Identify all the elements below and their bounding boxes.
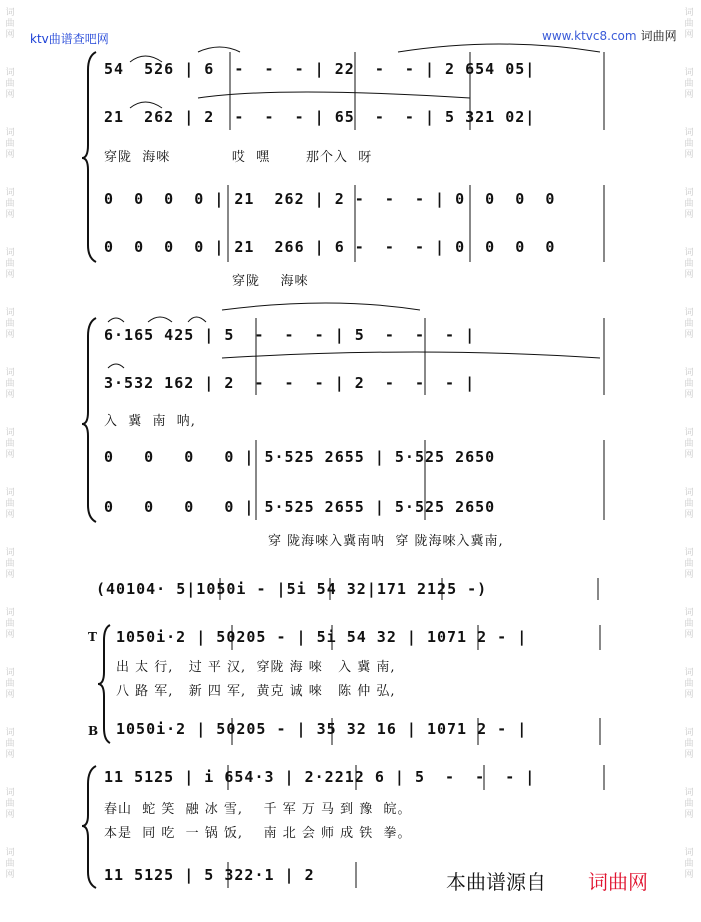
system4-lyric-b: 本是 同 吃 一 锅 饭, 南 北 会 师 成 铁 拳。: [104, 826, 412, 841]
header-right-tag: 词曲网: [640, 29, 677, 43]
side-watermark-mark: 词 曲 网: [684, 368, 694, 400]
side-watermark-mark: 词 曲 网: [684, 608, 694, 640]
system2-lyric2: 入 冀 南 呐,: [104, 414, 196, 429]
system3-lyric-a: 出 太 行, 过 平 汉, 穿陇 海 唻 入 冀 南,: [116, 660, 396, 675]
side-watermark-mark: 词 曲 网: [684, 488, 694, 520]
side-watermark-mark: 词 曲 网: [684, 668, 694, 700]
side-watermark-mark: 词 曲 网: [684, 548, 694, 580]
side-watermark-mark: 词 曲 网: [5, 548, 15, 580]
bass-label: B: [88, 724, 99, 738]
intro-line: (40104· 5|1050i - |5i 54 32|171 2125 -): [96, 580, 488, 598]
system3-bass: 1050i·2 | 50205 - | 35 32 16 | 1071 2 - |: [116, 720, 528, 738]
system2-staff3: 0 0 0 0 | 5·525 2655 | 5·525 2650: [104, 448, 496, 466]
side-watermark-mark: 词 曲 网: [5, 728, 15, 760]
system1-lyric4: 穿陇 海唻: [232, 274, 309, 289]
system1-staff4: 0 0 0 0 | 21 266 | 6 - - - | 0 0 0 0: [104, 238, 556, 256]
system1-brace: [82, 52, 96, 262]
side-watermark-mark: 词 曲 网: [5, 848, 15, 880]
system4-staff2: 11 5125 | 5 322·1 | 2: [104, 866, 315, 884]
side-watermark-mark: 词 曲 网: [5, 128, 15, 160]
tenor-label: T: [88, 630, 97, 644]
side-watermark-mark: 词 曲 网: [684, 128, 694, 160]
system4-brace: [82, 766, 96, 888]
side-watermark-mark: 词 曲 网: [5, 188, 15, 220]
system2-brace: [82, 318, 96, 522]
side-watermark-mark: 词 曲 网: [5, 428, 15, 460]
side-watermark-mark: 词 曲 网: [5, 368, 15, 400]
side-watermark-mark: 词 曲 网: [684, 308, 694, 340]
system1-staff2: 21 262 | 2 - - - | 65 - - | 5 321 02|: [104, 108, 536, 126]
system1-staff1: 54 526 | 6 - - - | 22 - - | 2 654 05|: [104, 60, 536, 78]
system2-lyric4: 穿 陇海唻入冀南呐 穿 陇海唻入冀南,: [268, 534, 504, 549]
system2-staff4: 0 0 0 0 | 5·525 2655 | 5·525 2650: [104, 498, 496, 516]
side-watermark-mark: 词 曲 网: [5, 68, 15, 100]
side-watermark-mark: 词 曲 网: [684, 248, 694, 280]
footer-source-site[interactable]: 词曲网: [588, 870, 648, 894]
system4-lyric-a: 春山 蛇 笑 融 冰 雪, 千 军 万 马 到 豫 皖。: [104, 802, 412, 817]
side-watermark-mark: 词 曲 网: [684, 188, 694, 220]
side-watermark-mark: 词 曲 网: [5, 308, 15, 340]
system3-lyric-b: 八 路 军, 新 四 军, 黄克 诚 唻 陈 仲 弘,: [116, 684, 396, 699]
header-right-site[interactable]: www.ktvc8.com: [542, 29, 637, 43]
header-left-brand[interactable]: ktv曲谱查吧网: [30, 32, 109, 46]
system1-lyric2: 穿陇 海唻 哎 嘿 那个入 呀: [104, 150, 373, 165]
footer-source-label: 本曲谱源自: [446, 870, 546, 894]
system2-staff2: 3·532 162 | 2 - - - | 2 - - - |: [104, 374, 476, 392]
system1-staff3: 0 0 0 0 | 21 262 | 2 - - - | 0 0 0 0: [104, 190, 556, 208]
system2-barlines: [256, 318, 604, 520]
system2-staff1: 6·165 425 | 5 - - - | 5 - - - |: [104, 326, 476, 344]
side-watermark-mark: 词 曲 网: [684, 428, 694, 460]
system3-tenor: 1050i·2 | 50205 - | 5i 54 32 | 1071 2 - |: [116, 628, 528, 646]
side-watermark-mark: 词 曲 网: [5, 788, 15, 820]
side-watermark-mark: 词 曲 网: [684, 68, 694, 100]
side-watermark-mark: 词 曲 网: [684, 788, 694, 820]
side-watermark-mark: 词 曲 网: [684, 8, 694, 40]
system4-staff1: 11 5125 | i 654·3 | 2·2212 6 | 5 - - - |: [104, 768, 536, 786]
side-watermark-mark: 词 曲 网: [5, 248, 15, 280]
side-watermark-mark: 词 曲 网: [5, 8, 15, 40]
side-watermark-mark: 词 曲 网: [684, 728, 694, 760]
system3-brace: [98, 625, 110, 743]
side-watermark-mark: 词 曲 网: [5, 608, 15, 640]
side-watermark-mark: 词 曲 网: [5, 668, 15, 700]
side-watermark-mark: 词 曲 网: [5, 488, 15, 520]
side-watermark-mark: 词 曲 网: [684, 848, 694, 880]
